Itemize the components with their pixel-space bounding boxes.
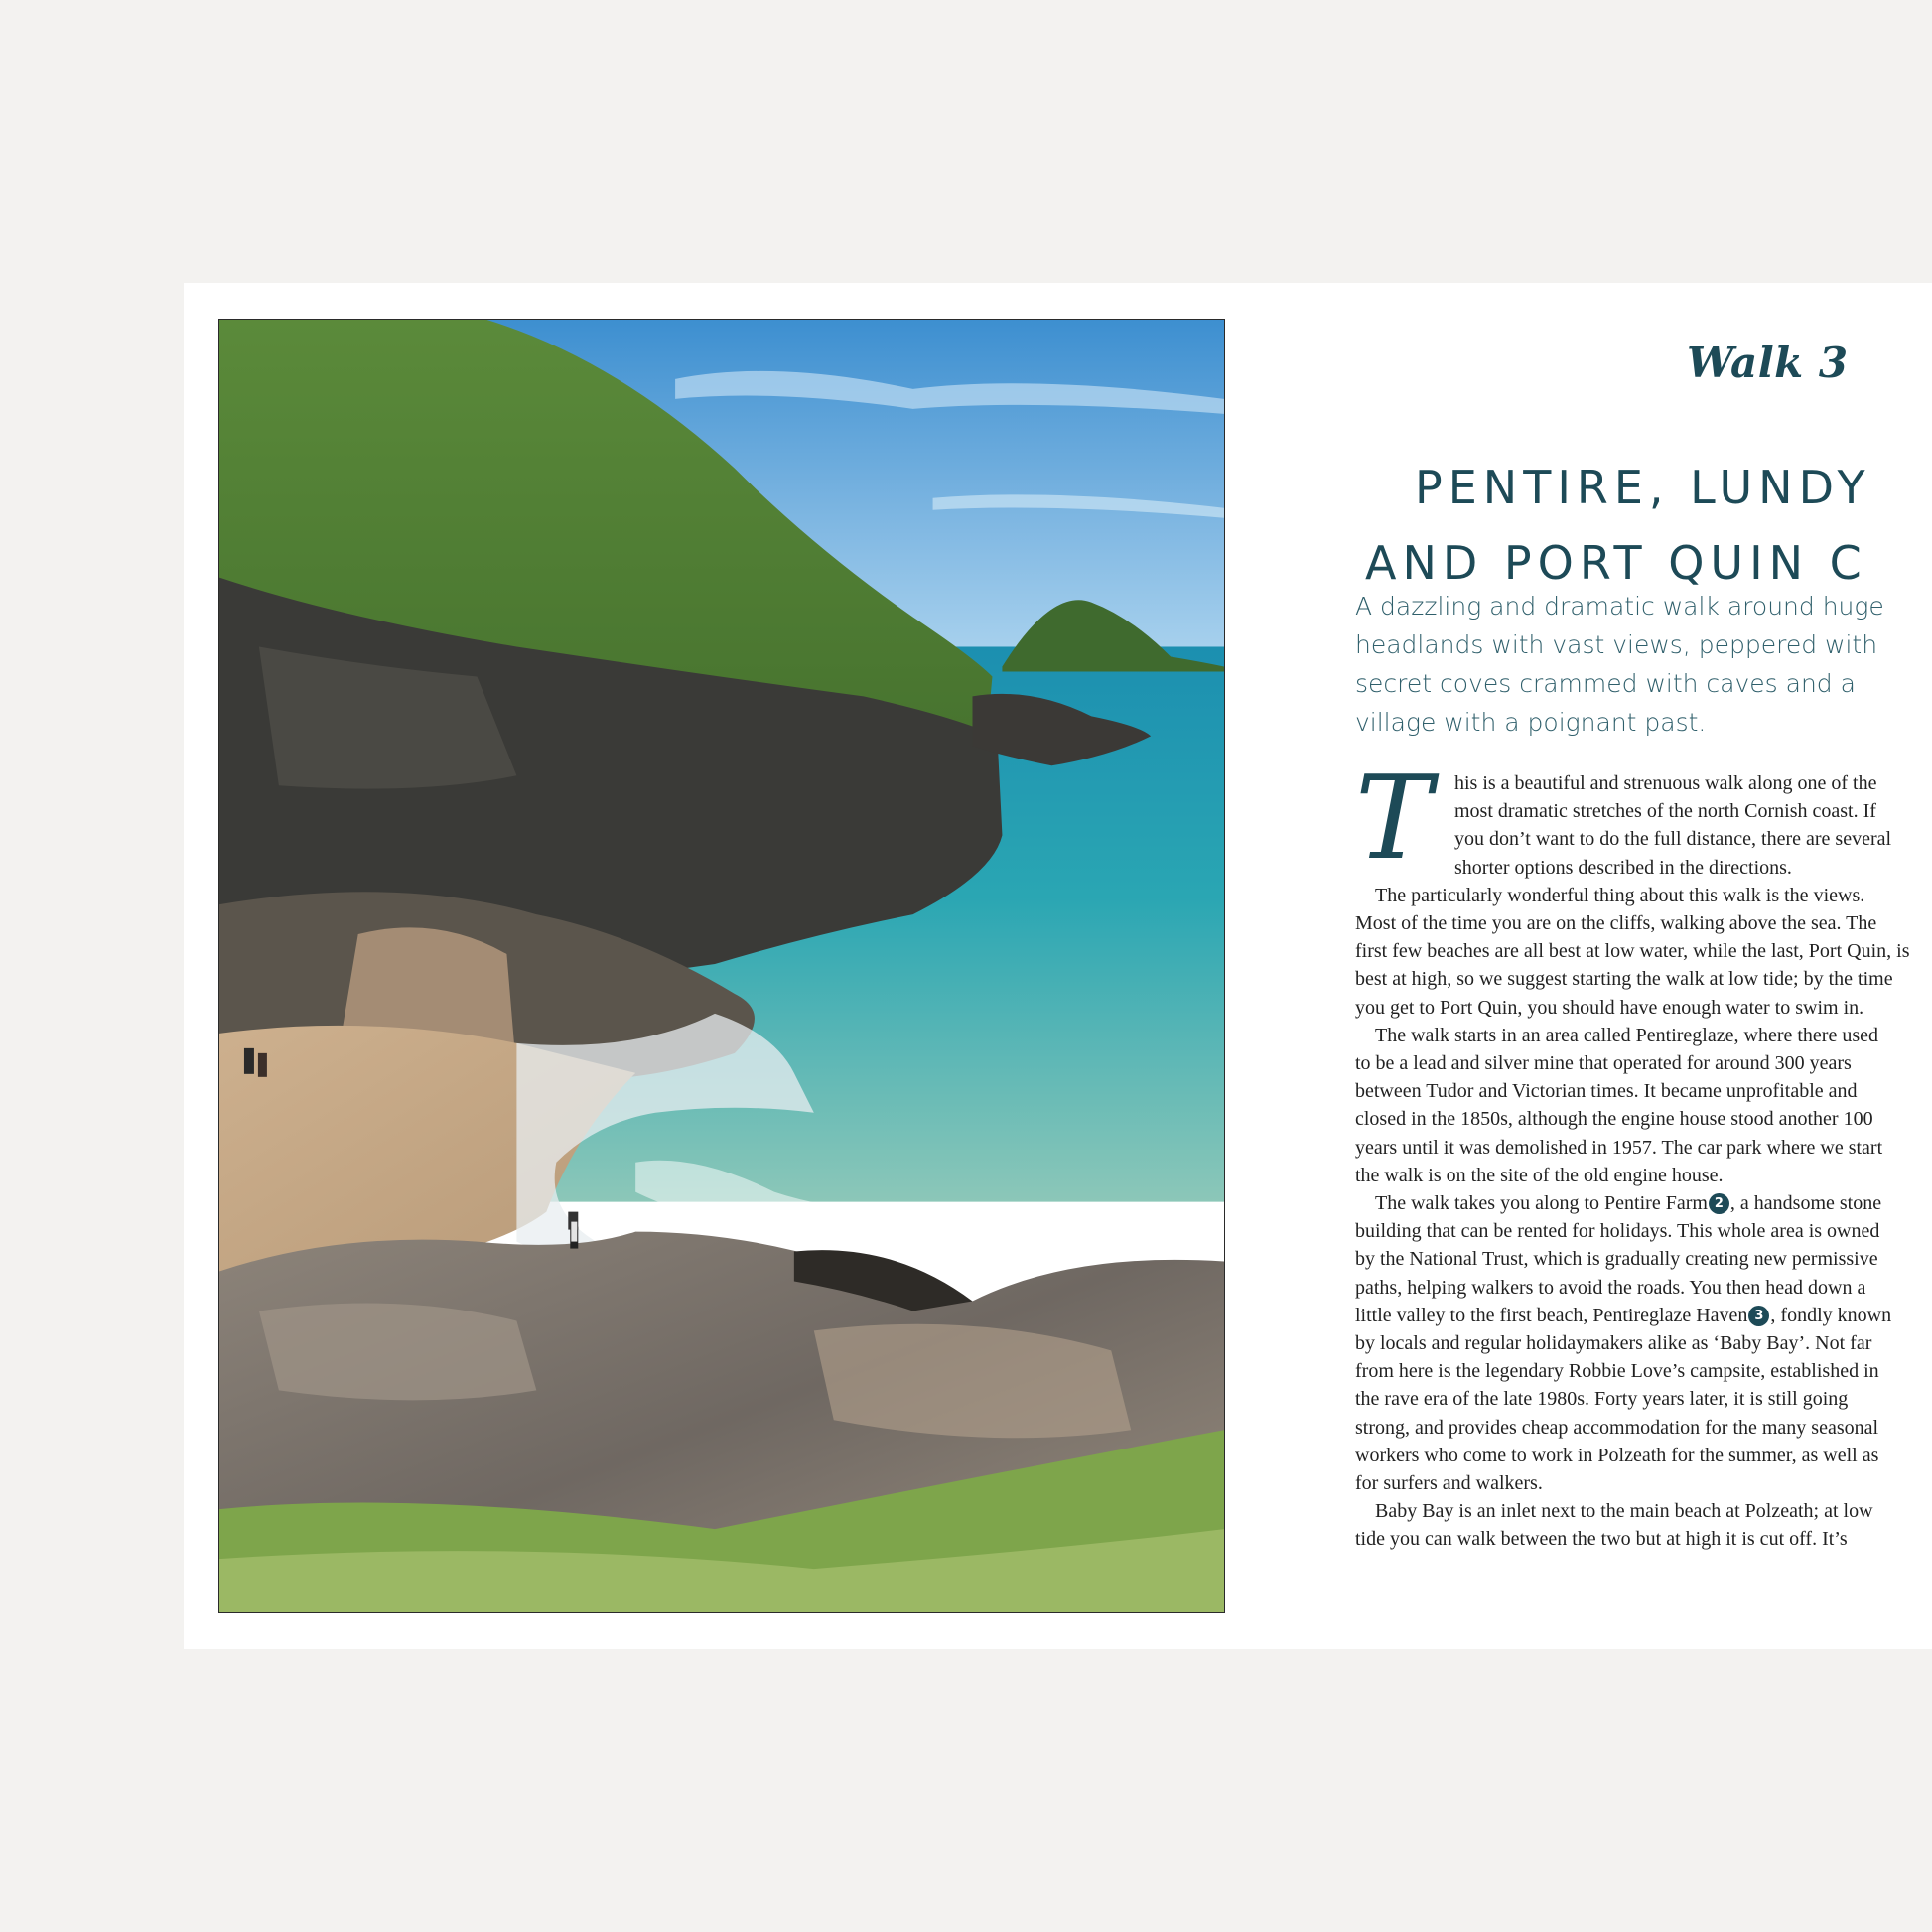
body-line: Most of the time you are on the cliffs, walking above the sea. The — [1355, 912, 1877, 935]
intro-line: headlands with vast views, peppered with — [1355, 630, 1878, 659]
book-spread — [184, 283, 1932, 1649]
walk-title-line-1: PENTIRE, LUNDY — [1415, 461, 1871, 514]
body-line: the walk is on the site of the old engine house. — [1355, 1164, 1724, 1186]
drop-cap: T — [1355, 752, 1433, 886]
body-line-with-marker — [1355, 1302, 1932, 1329]
body-line: you get to Port Quin, you should have enough water to swim in. — [1355, 996, 1864, 1019]
coastal-cove-photo — [218, 319, 1225, 1613]
intro-paragraph — [1355, 587, 1932, 742]
body-line: strong, and provides cheap accommodation for the many seasonal — [1355, 1416, 1879, 1439]
body-line: shorter options described in the directions. — [1454, 856, 1792, 879]
cove-photo-illustration — [219, 320, 1224, 1612]
body-line: between Tudor and Victorian times. It became unprofitable and — [1355, 1080, 1858, 1103]
body-line-part: , a handsome stone — [1729, 1192, 1882, 1215]
body-line: you don’t want to do the full distance, there are several — [1454, 828, 1892, 851]
body-line: by locals and regular holidaymakers alike as ‘Baby Bay’. Not far — [1355, 1332, 1872, 1355]
body-line: first few beaches are all best at low water, while the last, Port Quin, is — [1355, 940, 1910, 963]
map-marker-3-icon: 3 — [1748, 1306, 1769, 1326]
body-line: years until it was demolished in 1957. The car park where we start — [1355, 1136, 1883, 1159]
body-line: most dramatic stretches of the north Cornish coast. If — [1454, 800, 1876, 823]
body-line: from here is the legendary Robbie Love’s campsite, established in — [1355, 1360, 1879, 1383]
map-marker-2-icon: 2 — [1709, 1193, 1729, 1214]
body-line: tide you can walk between the two but at high it is cut off. It’s — [1355, 1528, 1848, 1551]
body-line: closed in the 1850s, although the engine house stood another 100 — [1355, 1108, 1873, 1131]
body-line: the rave era of the late 1980s. Forty years later, it is still going — [1355, 1388, 1849, 1411]
body-text — [1355, 769, 1932, 1554]
body-line: The walk starts in an area called Pentireglaze, where there used — [1375, 1024, 1878, 1046]
intro-line: village with a poignant past. — [1355, 708, 1707, 737]
body-line: workers who come to work in Polzeath for the summer, as well as — [1355, 1444, 1879, 1466]
body-line-part: , fondly known — [1770, 1304, 1892, 1326]
body-line: to be a lead and silver mine that operated for around 300 years — [1355, 1052, 1852, 1075]
walk-number-label: Walk 3 — [1687, 339, 1849, 387]
body-line: Baby Bay is an inlet next to the main beach at Polzeath; at low — [1375, 1500, 1873, 1523]
body-line-part: little valley to the first beach, Pentireglaze Haven — [1355, 1304, 1748, 1326]
body-line: best at high, so we suggest starting the walk at low tide; by the time — [1355, 968, 1893, 991]
body-line: by the National Trust, which is gradually creating new permissive — [1355, 1248, 1878, 1271]
intro-line: A dazzling and dramatic walk around huge — [1355, 592, 1884, 621]
body-line: his is a beautiful and strenuous walk along one of the — [1454, 772, 1877, 794]
body-line: The particularly wonderful thing about this walk is the views. — [1375, 884, 1865, 906]
body-line-part: The walk takes you along to Pentire Farm — [1375, 1192, 1708, 1215]
body-line: building that can be rented for holidays. This whole area is owned — [1355, 1220, 1880, 1243]
body-line-with-marker — [1355, 1189, 1932, 1217]
walk-title-line-2: AND PORT QUIN C — [1365, 536, 1867, 590]
text-page — [1355, 283, 1932, 1649]
body-line: for surfers and walkers. — [1355, 1472, 1543, 1495]
intro-line: secret coves crammed with caves and a — [1355, 669, 1856, 698]
body-line: paths, helping walkers to avoid the roads. You then head down a — [1355, 1276, 1866, 1299]
